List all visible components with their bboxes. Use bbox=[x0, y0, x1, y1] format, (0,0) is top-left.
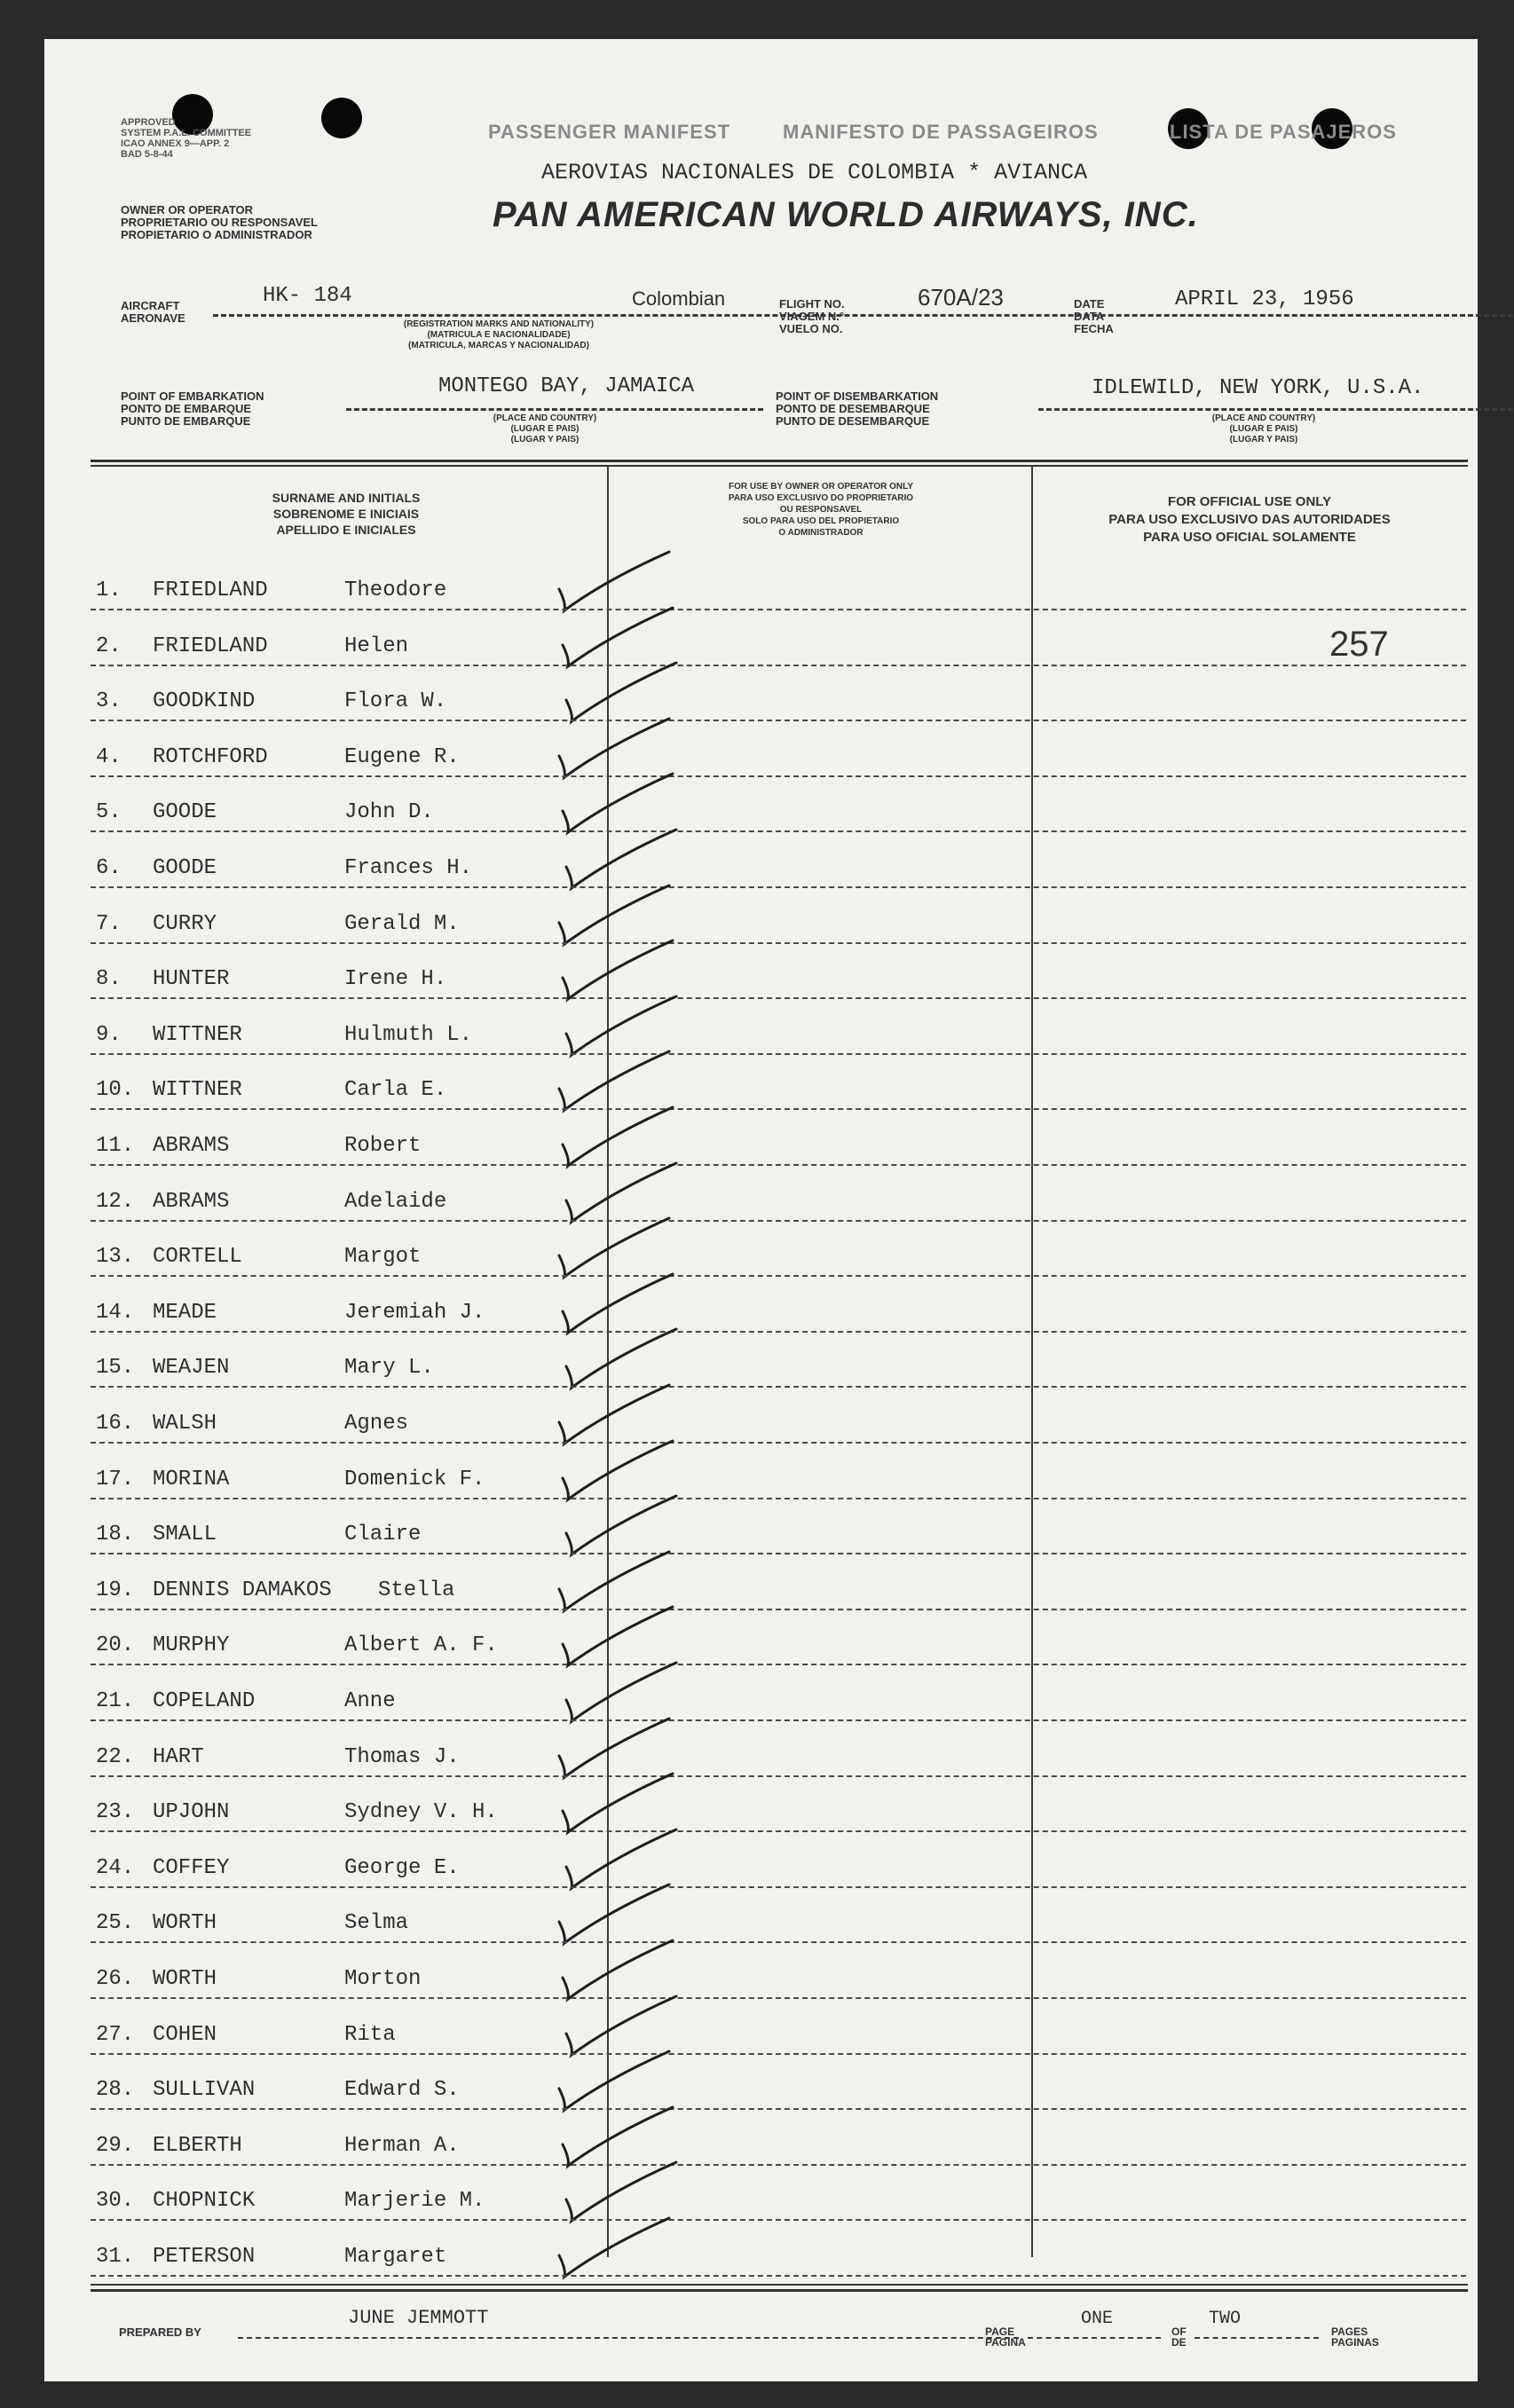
row-divider bbox=[91, 609, 1466, 610]
passenger-given-name: Frances H. bbox=[344, 856, 473, 880]
table-bottom-rule-2 bbox=[91, 2289, 1468, 2292]
passenger-surname: DENNIS DAMAKOS bbox=[153, 1578, 332, 1602]
passenger-number: 4. bbox=[96, 745, 122, 769]
passenger-number: 8. bbox=[96, 967, 122, 991]
passenger-surname: FRIEDLAND bbox=[153, 634, 268, 658]
passenger-number: 3. bbox=[96, 689, 122, 713]
row-divider bbox=[91, 1220, 1466, 1222]
of-line bbox=[1195, 2337, 1319, 2339]
passenger-number: 6. bbox=[96, 856, 122, 880]
passenger-number: 13. bbox=[96, 1245, 135, 1269]
passenger-surname: SMALL bbox=[153, 1523, 217, 1546]
nationality-value: Colombian bbox=[632, 287, 726, 310]
passenger-given-name: Sydney V. H. bbox=[344, 1800, 498, 1824]
passenger-given-name: Gerald M. bbox=[344, 912, 460, 936]
disembarkation-label: POINT OF DISEMBARKATION PONTO DE DESEMBARQUE PUNTO DE DESEMBARQUE bbox=[776, 390, 939, 428]
row-divider bbox=[91, 1386, 1466, 1388]
passenger-number: 12. bbox=[96, 1190, 135, 1214]
row-divider bbox=[91, 1886, 1466, 1888]
passenger-number: 14. bbox=[96, 1301, 135, 1325]
passenger-number: 25. bbox=[96, 1911, 135, 1935]
passenger-given-name: Claire bbox=[344, 1523, 422, 1546]
prepared-by-line bbox=[238, 2337, 1019, 2339]
approval-block: APPROVED SYSTEM P.A.L. COMMITTEE ICAO ANNEX 9—APP. 2 BAD 5-8-44 bbox=[121, 117, 252, 160]
passenger-surname: GOODE bbox=[153, 800, 217, 824]
passenger-surname: WITTNER bbox=[153, 1078, 242, 1102]
prepared-by-label: PREPARED BY bbox=[119, 2325, 201, 2339]
passenger-given-name: Agnes bbox=[344, 1412, 409, 1436]
disembarkation-line bbox=[1038, 408, 1513, 411]
passenger-given-name: Margaret bbox=[344, 2245, 447, 2269]
passenger-number: 17. bbox=[96, 1468, 135, 1491]
passenger-given-name: Flora W. bbox=[344, 689, 447, 713]
of-label: OF DE bbox=[1171, 2325, 1187, 2349]
table-top-rule bbox=[91, 460, 1468, 462]
passenger-surname: PETERSON bbox=[153, 2245, 256, 2269]
row-divider bbox=[91, 942, 1466, 944]
passenger-given-name: Anne bbox=[344, 1689, 396, 1713]
official-use-column-header: FOR OFFICIAL USE ONLY PARA USO EXCLUSIVO DAS AUTORIDADES PARA USO OFICIAL SOLAMENTE bbox=[1108, 494, 1391, 545]
row-divider bbox=[91, 1164, 1466, 1166]
passenger-surname: HUNTER bbox=[153, 967, 230, 991]
passenger-surname: UPJOHN bbox=[153, 1800, 230, 1824]
aircraft-line bbox=[213, 314, 1513, 317]
passenger-surname: WITTNER bbox=[153, 1023, 242, 1047]
passenger-given-name: Helen bbox=[344, 634, 409, 658]
passenger-given-name: Thomas J. bbox=[344, 1745, 460, 1769]
passenger-given-name: Herman A. bbox=[344, 2134, 460, 2158]
disembarkation-value: IDLEWILD, NEW YORK, U.S.A. bbox=[1092, 376, 1424, 400]
passenger-given-name: Stella bbox=[378, 1578, 455, 1602]
passenger-given-name: George E. bbox=[344, 1856, 460, 1880]
disembarkation-place-label: (PLACE AND COUNTRY) (LUGAR E PAIS) (LUGAR Y PAIS) bbox=[1211, 413, 1316, 445]
row-divider bbox=[91, 720, 1466, 721]
passenger-given-name: Carla E. bbox=[344, 1078, 447, 1102]
passenger-given-name: Selma bbox=[344, 1911, 409, 1935]
passenger-given-name: Edward S. bbox=[344, 2078, 460, 2102]
passenger-number: 7. bbox=[96, 912, 122, 936]
prepared-by-value: JUNE JEMMOTT bbox=[348, 2307, 489, 2329]
flight-number: 670A/23 bbox=[918, 284, 1004, 311]
passenger-given-name: Eugene R. bbox=[344, 745, 460, 769]
passenger-surname: CHOPNICK bbox=[153, 2189, 256, 2213]
passenger-number: 1. bbox=[96, 578, 122, 602]
passenger-given-name: Margot bbox=[344, 1245, 422, 1269]
passenger-given-name: Robert bbox=[344, 1134, 422, 1158]
passenger-given-name: Domenick F. bbox=[344, 1468, 485, 1491]
row-divider bbox=[91, 2219, 1466, 2221]
passenger-given-name: Albert A. F. bbox=[344, 1633, 498, 1657]
passenger-surname: WORTH bbox=[153, 1911, 217, 1935]
passenger-surname: CORTELL bbox=[153, 1245, 242, 1269]
passenger-surname: MEADE bbox=[153, 1301, 217, 1325]
passenger-surname: ABRAMS bbox=[153, 1134, 230, 1158]
passenger-surname: WORTH bbox=[153, 1967, 217, 1991]
passenger-number: 5. bbox=[96, 800, 122, 824]
passenger-given-name: Mary L. bbox=[344, 1356, 434, 1380]
passenger-number: 31. bbox=[96, 2245, 135, 2269]
passenger-number: 20. bbox=[96, 1633, 135, 1657]
company-name: PAN AMERICAN WORLD AIRWAYS, INC. bbox=[493, 195, 1199, 234]
passenger-surname: ABRAMS bbox=[153, 1190, 230, 1214]
row-divider bbox=[91, 2275, 1466, 2277]
passenger-given-name: John D. bbox=[344, 800, 434, 824]
passenger-number: 15. bbox=[96, 1356, 135, 1380]
passenger-surname: COHEN bbox=[153, 2023, 217, 2047]
passenger-number: 24. bbox=[96, 1856, 135, 1880]
passenger-surname: CURRY bbox=[153, 912, 217, 936]
row-divider bbox=[91, 665, 1466, 666]
passenger-number: 23. bbox=[96, 1800, 135, 1824]
row-divider bbox=[91, 1442, 1466, 1444]
row-divider bbox=[91, 2053, 1466, 2055]
passenger-surname: ELBERTH bbox=[153, 2134, 242, 2158]
form-title-en: PASSENGER MANIFEST bbox=[488, 121, 731, 143]
row-divider bbox=[91, 1775, 1466, 1777]
date-label: DATE DATA FECHA bbox=[1074, 297, 1114, 335]
passenger-number: 27. bbox=[96, 2023, 135, 2047]
row-divider bbox=[91, 1997, 1466, 1999]
owner-use-column-header: FOR USE BY OWNER OR OPERATOR ONLY PARA USO EXCLUSIVO DO PROPRIETARIO OU RESPONSAVEL SOLO PARA USO DEL PROPIETARIO O ADMINISTRADOR bbox=[728, 482, 914, 538]
passenger-given-name: Morton bbox=[344, 1967, 422, 1991]
passenger-number: 30. bbox=[96, 2189, 135, 2213]
row-divider bbox=[91, 1941, 1466, 1943]
passenger-given-name: Rita bbox=[344, 2023, 396, 2047]
flight-date: APRIL 23, 1956 bbox=[1175, 287, 1354, 311]
embarkation-label: POINT OF EMBARKATION PONTO DE EMBARQUE PUNTO DE EMBARQUE bbox=[121, 390, 264, 428]
passenger-number: 2. bbox=[96, 634, 122, 658]
form-title-es: LISTA DE PASAJEROS bbox=[1170, 121, 1397, 143]
official-number: 257 bbox=[1329, 625, 1389, 664]
passenger-given-name: Theodore bbox=[344, 578, 447, 602]
passenger-given-name: Jeremiah J. bbox=[344, 1301, 485, 1325]
owner-label: OWNER OR OPERATOR PROPRIETARIO OU RESPONSAVEL PROPIETARIO O ADMINISTRADOR bbox=[121, 203, 318, 241]
passenger-surname: ROTCHFORD bbox=[153, 745, 268, 769]
page-line bbox=[1028, 2337, 1161, 2339]
row-divider bbox=[91, 775, 1466, 777]
passenger-given-name: Irene H. bbox=[344, 967, 447, 991]
row-divider bbox=[91, 1553, 1466, 1554]
row-divider bbox=[91, 1275, 1466, 1277]
embarkation-place-label: (PLACE AND COUNTRY) (LUGAR E PAIS) (LUGAR Y PAIS) bbox=[493, 413, 597, 445]
row-divider bbox=[91, 2164, 1466, 2166]
passenger-number: 9. bbox=[96, 1023, 122, 1047]
row-divider bbox=[91, 1331, 1466, 1333]
row-divider bbox=[91, 1609, 1466, 1610]
operator-line: AEROVIAS NACIONALES DE COLOMBIA * AVIANCA bbox=[541, 160, 1088, 185]
passenger-number: 21. bbox=[96, 1689, 135, 1713]
passenger-number: 19. bbox=[96, 1578, 135, 1602]
passenger-surname: GOODKIND bbox=[153, 689, 256, 713]
passenger-surname: HART bbox=[153, 1745, 204, 1769]
punch-hole bbox=[321, 98, 362, 138]
passenger-surname: WEAJEN bbox=[153, 1356, 230, 1380]
check-mark-icon bbox=[552, 2211, 676, 2291]
row-divider bbox=[91, 1719, 1466, 1721]
aircraft-value: HK- 184 bbox=[263, 284, 352, 308]
manifest-sheet bbox=[44, 39, 1478, 2381]
passenger-number: 16. bbox=[96, 1412, 135, 1436]
row-divider bbox=[91, 1108, 1466, 1110]
row-divider bbox=[91, 2108, 1466, 2110]
row-divider bbox=[91, 997, 1466, 999]
embarkation-value: MONTEGO BAY, JAMAICA bbox=[438, 374, 695, 398]
of-value: TWO bbox=[1209, 2309, 1242, 2329]
row-divider bbox=[91, 1664, 1466, 1665]
passenger-surname: SULLIVAN bbox=[153, 2078, 256, 2102]
row-divider bbox=[91, 1830, 1466, 1832]
flight-label: FLIGHT NO. VIAGEM N.° VUELO NO. bbox=[779, 297, 845, 335]
registration-label: (REGISTRATION MARKS AND NATIONALITY) (MATRICULA E NACIONALIDADE) (MATRICULA, MARCAS Y NACIONALIDAD) bbox=[403, 319, 595, 350]
names-column-header: SURNAME AND INITIALS SOBRENOME E INICIAIS APELLIDO E INICIALES bbox=[272, 491, 421, 537]
passenger-number: 18. bbox=[96, 1523, 135, 1546]
passenger-number: 28. bbox=[96, 2078, 135, 2102]
passenger-given-name: Hulmuth L. bbox=[344, 1023, 473, 1047]
passenger-surname: COPELAND bbox=[153, 1689, 256, 1713]
passenger-surname: GOODE bbox=[153, 856, 217, 880]
passenger-surname: FRIEDLAND bbox=[153, 578, 268, 602]
table-bottom-rule bbox=[91, 2284, 1468, 2286]
passenger-given-name: Marjerie M. bbox=[344, 2189, 485, 2213]
aircraft-label: AIRCRAFT AERONAVE bbox=[121, 299, 185, 325]
table-top-rule-2 bbox=[91, 465, 1468, 467]
page-value: ONE bbox=[1081, 2309, 1114, 2329]
row-divider bbox=[91, 1053, 1466, 1055]
passenger-given-name: Adelaide bbox=[344, 1190, 447, 1214]
passenger-number: 11. bbox=[96, 1134, 135, 1158]
passenger-surname: WALSH bbox=[153, 1412, 217, 1436]
pages-label: PAGES PAGINAS bbox=[1331, 2325, 1379, 2349]
passenger-number: 29. bbox=[96, 2134, 135, 2158]
passenger-number: 22. bbox=[96, 1745, 135, 1769]
passenger-surname: MORINA bbox=[153, 1468, 230, 1491]
page-label: PAGE PAGINA bbox=[985, 2325, 1026, 2349]
embarkation-line bbox=[346, 408, 763, 411]
passenger-surname: MURPHY bbox=[153, 1633, 230, 1657]
row-divider bbox=[91, 830, 1466, 832]
passenger-number: 26. bbox=[96, 1967, 135, 1991]
column-divider-2 bbox=[1031, 465, 1033, 2257]
row-divider bbox=[91, 1498, 1466, 1499]
row-divider bbox=[91, 886, 1466, 888]
form-title-pt: MANIFESTO DE PASSAGEIROS bbox=[783, 121, 1099, 143]
passenger-number: 10. bbox=[96, 1078, 135, 1102]
passenger-surname: COFFEY bbox=[153, 1856, 230, 1880]
